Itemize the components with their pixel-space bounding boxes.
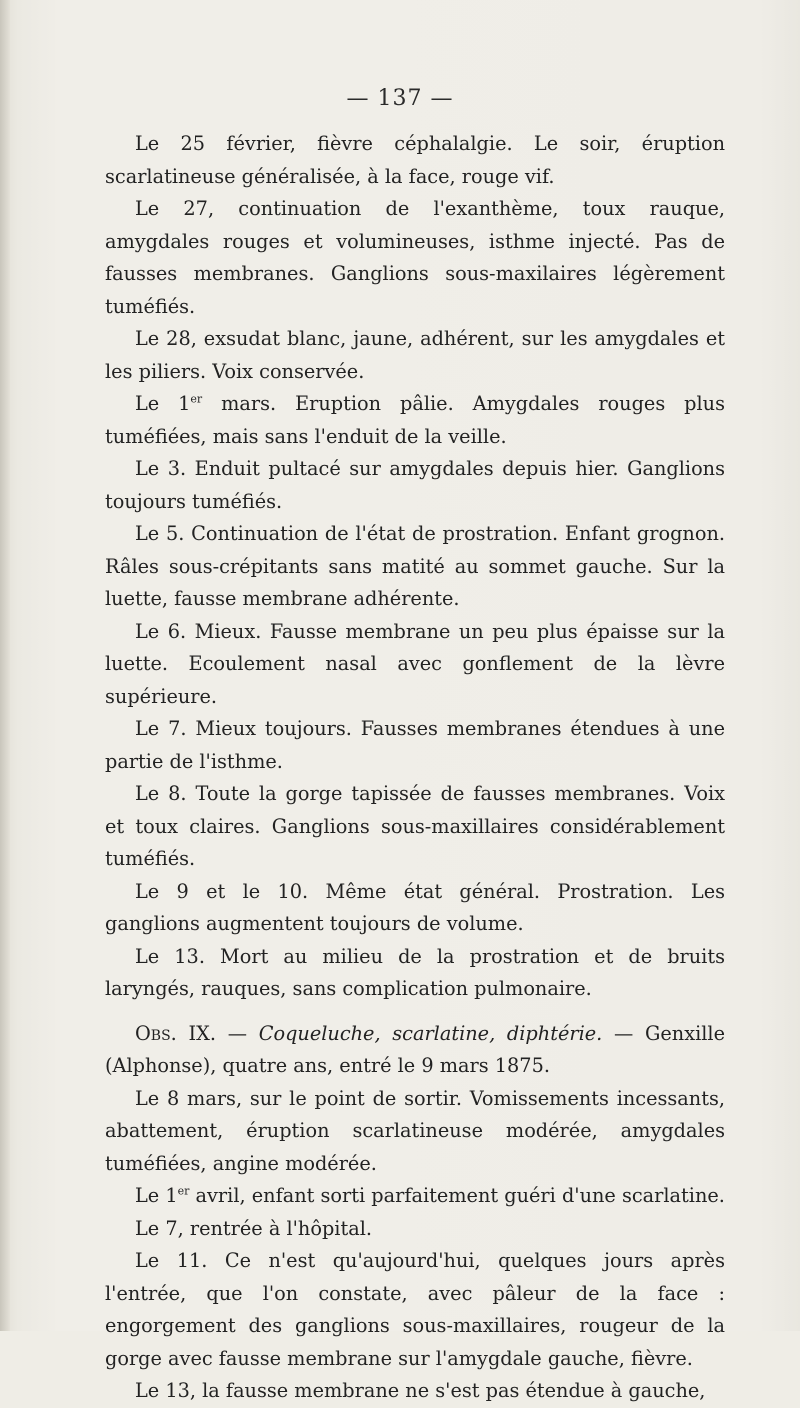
paragraph-obs-april-1 [105,1180,725,1213]
paragraph-feb-25: Le 25 février, fièvre céphalalgie. Le soir, éruption scarlatineuse généralisée, à la face, rouge vif. [105,132,725,188]
ordinal-superscript: er [190,392,203,406]
paragraph-march-1 [105,388,725,453]
paragraph-march-9-10: Le 9 et le 10. Même état général. Prostration. Les ganglions augmentent toujours de volume. [105,879,725,935]
observation-diagnosis: Coqueluche, scarlatine, diphtérie. [258,1021,603,1045]
observation-heading [105,1018,725,1083]
paragraph-obs-7: Le 7, rentrée à l'hôpital. [135,1216,372,1240]
paragraph-march-7: Le 7. Mieux toujours. Fausses membranes étendues à une partie de l'isthme. [105,717,725,773]
observation-label: Obs. IX. [135,1021,216,1045]
paragraph-march-13: Le 13. Mort au milieu de la prostration et de bruits laryngés, rauques, sans complication pulmonaire. [105,944,725,1000]
paragraph-obs-11: Le 11. Ce n'est qu'aujourd'hui, quelques jours après l'entrée, que l'on constate, avec pâleur de la face : engorgement des ganglions sous-maxillaires, rougeur de la gorge avec fausse membrane sur l'amygdale gauche, fièvre. [105,1249,725,1370]
paragraph-text: avril, enfant sorti parfaitement guéri d'une scarlatine. [195,1184,725,1207]
paragraph-march-8: Le 8. Toute la gorge tapissée de fausses membranes. Voix et toux claires. Ganglions sous-maxillaires considérablement tuméfiés. [105,782,725,870]
ordinal-superscript: er [177,1184,190,1198]
paragraph-feb-28: Le 28, exsudat blanc, jaune, adhérent, sur les amygdales et les piliers. Voix conservée. [105,327,725,383]
paragraph-obs-13: Le 13, la fausse membrane ne s'est pas étendue à gauche, [135,1379,706,1402]
date-lead: Le 1 [135,1184,178,1207]
paragraph-text: mars. Eruption pâlie. Amygdales rouges plus tuméfiées, mais sans l'enduit de la veille. [105,392,725,448]
observation-dash: — [216,1021,259,1045]
paragraph-obs-march-8: Le 8 mars, sur le point de sortir. Vomissements incessants, abattement, éruption scarlatineuse modérée, amygdales tuméfiées, angine modérée. [105,1086,725,1175]
page-text-block [105,128,725,1408]
page-number: — 137 — [346,86,454,111]
page-binding-edge [0,0,10,1331]
date-lead: Le 1 [135,392,191,415]
paragraph-march-6: Le 6. Mieux. Fausse membrane un peu plus épaisse sur la luette. Ecoulement nasal avec gonflement de la lèvre supérieure. [105,619,725,708]
paragraph-march-5: Le 5. Continuation de l'état de prostration. Enfant grognon. Râles sous-crépitants sans matité au sommet gauche. Sur la luette, fausse membrane adhérente. [105,522,725,610]
paragraph-feb-27: Le 27, continuation de l'exanthème, toux rauque, amygdales rouges et volumineuses, isthme injecté. Pas de fausses membranes. Ganglions sous-maxilaires légèrement tuméfiés. [105,197,725,318]
paragraph-march-3: Le 3. Enduit pultacé sur amygdales depuis hier. Ganglions toujours tuméfiés. [105,457,725,513]
observation-patient: — Genxille (Alphonse), quatre ans, entré le 9 mars 1875. [105,1021,725,1077]
